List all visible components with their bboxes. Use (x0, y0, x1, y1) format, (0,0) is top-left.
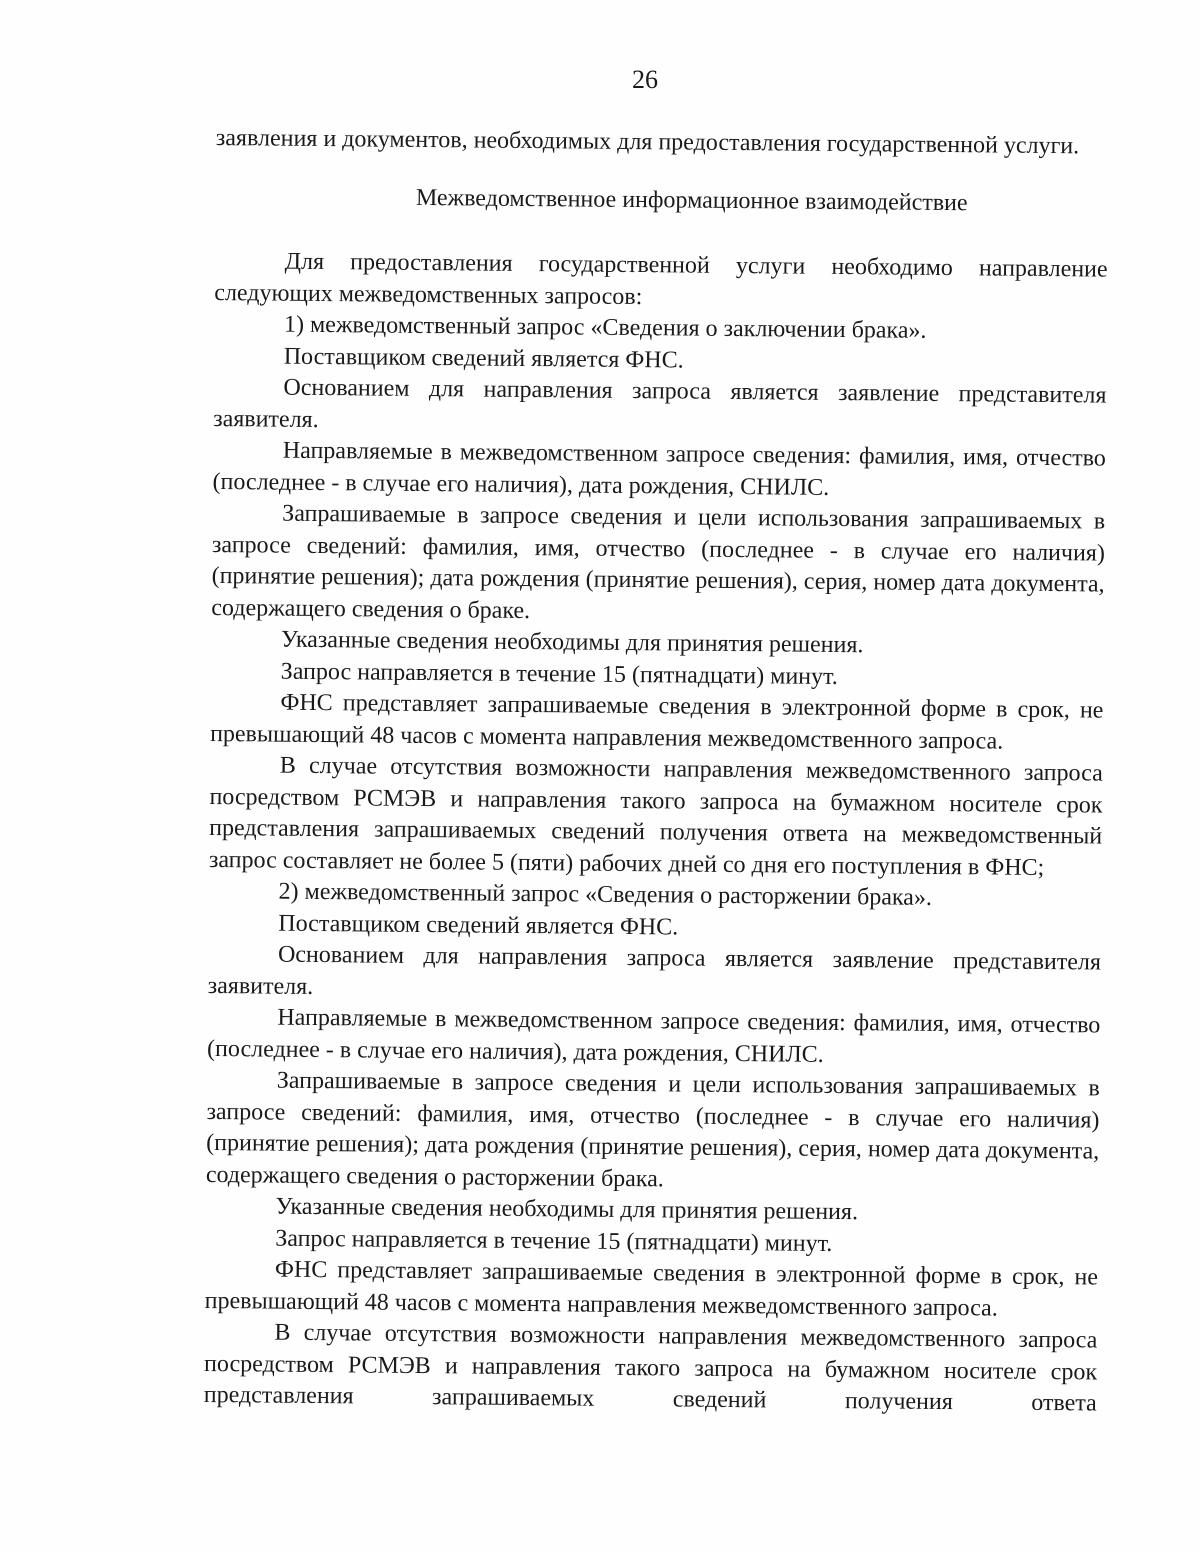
paragraph-continuation: заявления и документов, необходимых для предоставления государственной услуги. (215, 124, 1080, 160)
paragraph-response-1: ФНС представляет запрашиваемые сведения в электронной форме в срок, не превышающий 48 часов с момента направления межведомственного запроса. (210, 689, 1104, 755)
paragraph-paper-1: В случае отсутствия возможности направления межведомственного запроса посредством РСМЭВ и направления такого запроса на бумажном носителе срок представления запрашиваемых сведений получения ответа на межведомственный запрос составляет не более 5 (пяти) рабочих дней со дня его поступления в ФНС; (208, 752, 1103, 881)
paragraph-provider-1: Поставщиком сведений является ФНС. (283, 343, 684, 373)
paragraph-requested-data-2: Запрашиваемые в запросе сведения и цели использования запрашиваемых в запросе сведений: фамилия, имя, отчество (последнее - в случае его наличия) (принятие решения); дата рождения (принятие решения), серия, номер дата документа, содержащего сведения о расторжении брака. (205, 1067, 1100, 1192)
paragraph-request-2: 2) межведомственный запрос «Сведения о расторжении брака». (278, 878, 933, 911)
document-body (204, 123, 1109, 1420)
paragraph-intro: Для предоставления государственной услуги необходимо направление следующих межведомственных запросов: (214, 248, 1108, 310)
paragraph-paper-2: В случае отсутствия возможности направления межведомственного запроса посредством РСМЭВ и направления такого запроса на бумажном носителе срок представления запрашиваемых сведений получения ответа (203, 1319, 1098, 1417)
paragraph-request-1: 1) межведомственный запрос «Сведения о заключении брака». (283, 311, 927, 344)
paragraph-provider-2: Поставщиком сведений является ФНС. (278, 910, 679, 940)
paragraph-purpose-1: Указанные сведения необходимы для принятия решения. (280, 626, 864, 659)
paragraph-timing-1: Запрос направляется в течение 15 (пятнадцати) минут. (280, 658, 838, 690)
paragraph-response-2: ФНС представляет запрашиваемые сведения в электронной форме в срок, не превышающий 48 часов с момента направления межведомственного запроса. (204, 1256, 1099, 1322)
paragraph-basis-1: Основанием для направления запроса является заявление представителя заявителя. (213, 374, 1107, 433)
paragraph-timing-2: Запрос направляется в течение 15 (пятнадцати) минут. (275, 1225, 833, 1257)
paragraph-sent-data-2: Направляемые в межведомственном запросе сведения: фамилия, имя, отчество (последнее - в случае его наличия), дата рождения, СНИЛС. (206, 1004, 1101, 1068)
paragraph-sent-data-1: Направляемые в межведомственном запросе сведения: фамилия, имя, отчество (последнее - в случае его наличия), дата рождения, СНИЛС. (212, 437, 1106, 501)
paragraph-requested-data-1: Запрашиваемые в запросе сведения и цели использования запрашиваемых в запросе сведений: фамилия, имя, отчество (последнее - в случае его наличия) (принятие решения); дата рождения (принятие решения), серия, номер дата документа, содержащего сведения о браке. (211, 500, 1106, 624)
paragraph-purpose-2: Указанные сведения необходимы для принятия решения. (275, 1193, 859, 1226)
page-number: 26 (632, 65, 658, 94)
section-title: Межведомственное информационное взаимодействие (415, 184, 968, 216)
paragraph-basis-2: Основанием для направления запроса является заявление представителя заявителя. (207, 941, 1102, 1000)
